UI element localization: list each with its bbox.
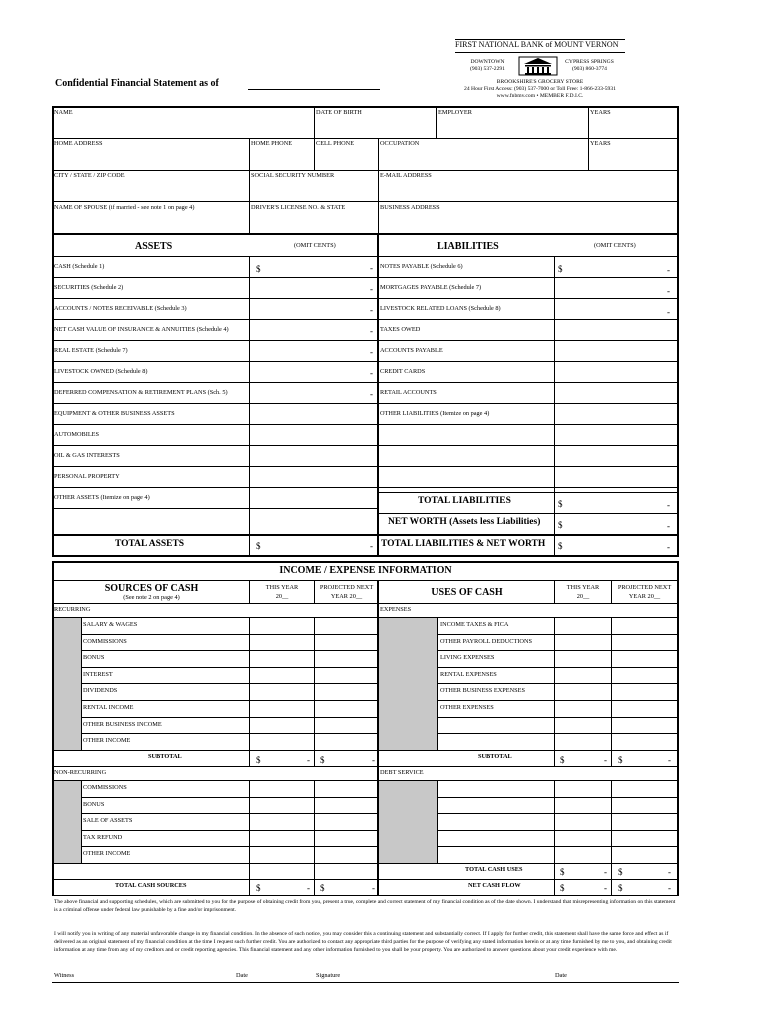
debt-row-line [437,797,678,798]
column-line [437,617,438,750]
business-address-label: BUSINESS ADDRESS [380,204,440,211]
liability-blank-line [378,487,678,488]
total-dash: - [307,883,310,893]
liabilities-omit-cents: (OMIT CENTS) [594,242,636,249]
form-title: Confidential Financial Statement as of [55,78,219,89]
liability-amount-field[interactable] [555,362,676,381]
liability-row-label: RETAIL ACCOUNTS [380,389,437,396]
asset-row-label: PERSONAL PROPERTY [54,473,120,480]
liability-amount-field[interactable] [555,404,676,423]
total-dash: - [668,883,671,893]
home-phone-label: HOME PHONE [251,140,293,147]
sources-projected-year: YEAR 20__ [330,593,363,600]
total-dollar: $ [618,867,623,877]
subtotal-dollar: $ [618,755,623,765]
expense-row-line [437,700,678,701]
expenses-label: EXPENSES [380,606,412,613]
nonrecurring-row-label: TAX REFUND [83,833,123,841]
liability-row-label: TAXES OWED [380,326,421,333]
signature-date-label: Date [555,972,567,979]
liability-blank-line [378,445,678,446]
expense-row-label: OTHER BUSINESS EXPENSES [440,687,526,695]
column-line [314,617,315,766]
signature-label: Signature [316,972,341,979]
uses-title: USES OF CASH [431,587,503,598]
recurring-row-label: RENTAL INCOME [83,704,134,711]
asset-dash: - [370,368,373,378]
branch-name: BROOKSHIRE'S GROCERY STORE [496,79,584,85]
total-lnw-dollar: $ [558,541,563,551]
asset-amount-field[interactable] [250,488,376,507]
subtotal-dollar: $ [256,755,261,765]
uses-this-year-blank: 20__ [576,593,590,600]
asset-row-label: EQUIPMENT & OTHER BUSINESS ASSETS [54,410,175,417]
expense-row-line [437,667,678,668]
expense-row-label: OTHER PAYROLL DEDUCTIONS [440,637,533,645]
liability-row-label: NOTES PAYABLE (Schedule 6) [380,263,463,270]
recurring-row-label: DIVIDENDS [83,687,118,695]
recurring-label: RECURRING [54,606,91,613]
expense-row-label: INCOME TAXES & FICA [440,621,509,628]
nonrecurring-row-label: OTHER INCOME [83,850,131,858]
asset-amount-field[interactable] [250,404,376,423]
liability-dash: - [667,286,670,296]
license-label: DRIVER'S LICENSE NO. & STATE [251,204,346,211]
net-cash-flow-label: NET CASH FLOW [468,882,521,889]
asset-amount-field[interactable] [250,362,376,381]
uses-projected: PROJECTED NEXT [617,584,672,591]
recurring-row-line [81,634,378,635]
sources-subtotal-label: SUBTOTAL [148,753,182,760]
nonrecurring-row-line [81,846,378,847]
web-line: www.fnbmv.com • MEMBER F.D.I.C. [496,93,584,99]
liability-amount-field[interactable] [555,278,676,297]
liability-row-label: OTHER LIABILITIES (Itemize on page 4) [380,410,490,417]
asset-row-label: OTHER ASSETS (Itemize on page 4) [54,494,150,501]
nonrecurring-row-line [81,830,378,831]
asset-amount-field[interactable] [250,467,376,486]
debt-service-label: DEBT SERVICE [380,769,424,776]
downtown-phone: (903) 537-2291 [470,66,505,72]
expense-row-line [437,683,678,684]
column-line [554,617,555,766]
sources-projected: PROJECTED NEXT [319,584,374,591]
assets-omit-cents: (OMIT CENTS) [294,242,336,249]
total-liab-dash: - [667,500,670,510]
total-liabilities-label: TOTAL LIABILITIES [418,496,511,506]
expense-row-line [437,634,678,635]
total-dash: - [372,883,375,893]
total-liab-dollar: $ [558,499,563,509]
subtotal-dash: - [372,755,375,765]
total-assets-label: TOTAL ASSETS [115,539,185,549]
sources-title: SOURCES OF CASH [104,583,199,594]
asset-amount-field[interactable] [250,446,376,465]
asset-row-label: LIVESTOCK OWNED (Schedule 8) [54,368,148,375]
total-dollar: $ [618,883,623,893]
expense-row-label: OTHER EXPENSES [440,704,494,711]
access-line: 24 Hour First Access: (903) 537-7000 or Toll Free: 1-866-233-5931 [464,86,616,92]
asset-row-label: SECURITIES (Schedule 2) [54,284,124,291]
recurring-row-line [81,717,378,718]
debt-row-line [437,846,678,847]
debt-row-line [437,813,678,814]
asset-row-line [52,508,378,509]
total-dollar: $ [320,883,325,893]
asset-dash: - [370,284,373,294]
downtown-label: DOWNTOWN [470,59,505,65]
nonrecurring-row-label: COMMISSIONS [83,784,127,791]
asset-row-label: AUTOMOBILES [54,431,100,438]
asset-row-label: REAL ESTATE (Schedule 7) [54,347,128,354]
expense-row-line [437,650,678,651]
statement-paragraph-1: The above financial and supporting schedules, which are submitted to you for the purpose of obtaining credit from you, present a true, complete and correct statement of my financial condition as of the date shown. I understand that misrepresenting information on this statement is a criminal offense under federal law punishable by a fine and/or imprisonment. [54,899,676,913]
witness-label: Witness [54,972,75,979]
recurring-row-label: OTHER BUSINESS INCOME [83,720,162,728]
date-line[interactable] [248,89,380,90]
total-liab-nw-label: TOTAL LIABILITIES & NET WORTH [381,539,546,549]
bank-logo [518,56,558,76]
recurring-row-label: OTHER INCOME [83,737,131,745]
asset-amount-field[interactable] [250,299,376,318]
sources-this-year-blank: 20__ [275,593,289,600]
recurring-row-label: BONUS [83,654,105,662]
asset-amount-field[interactable] [250,278,376,297]
liability-row-label: ACCOUNTS PAYABLE [380,347,443,354]
total-assets-dash: - [370,541,373,551]
asset-row-label: DEFERRED COMPENSATION & RETIREMENT PLANS (Sch. 5) [54,389,228,396]
spouse-label: NAME OF SPOUSE (if married - see note 1 on page 4) [54,204,195,211]
total-dollar: $ [256,883,261,893]
nonrecurring-row-label: SALE OF ASSETS [83,817,133,825]
recurring-row-label: INTEREST [83,670,113,678]
asset-row-label: NET CASH VALUE OF INSURANCE & ANNUITIES (Schedule 4) [54,326,229,333]
recurring-row-line [81,667,378,668]
total-cash-uses-label: TOTAL CASH USES [465,866,523,873]
nonrecurring-label: NON-RECURRING [54,769,107,776]
uses-this-year: THIS YEAR [566,584,600,591]
asset-dash: - [370,389,373,399]
debt-row-line [437,830,678,831]
expense-row-label: LIVING EXPENSES [440,654,495,662]
sources-note: (See note 2 on page 4) [123,594,180,601]
recurring-row-line [81,733,378,734]
column-line [249,617,250,766]
liability-dash: - [667,265,670,275]
recurring-row-label: SALARY & WAGES [83,621,138,628]
liability-amount-field[interactable] [555,383,676,402]
column-line [81,617,82,750]
expense-row-line [437,717,678,718]
liability-row-label: MORTGAGES PAYABLE (Schedule 7) [380,284,482,291]
recurring-row-line [81,650,378,651]
subtotal-dollar: $ [320,755,325,765]
asset-dash: - [370,263,373,273]
total-cash-sources-label: TOTAL CASH SOURCES [115,882,187,889]
home-address-label: HOME ADDRESS [54,140,103,147]
occupation-years-label: YEARS [590,140,611,147]
asset-dash: - [370,347,373,357]
assets-title: ASSETS [135,241,173,252]
liability-row-label: CREDIT CARDS [380,368,426,375]
subtotal-dash: - [604,755,607,765]
dob-label: DATE OF BIRTH [316,109,362,116]
asset-row-label: CASH (Schedule 1) [54,263,105,270]
sources-this-year: THIS YEAR [265,584,299,591]
recurring-row-label: COMMISSIONS [83,637,127,645]
liability-amount-field[interactable] [555,299,676,318]
asset-dollar: $ [256,264,261,274]
uses-projected-year: YEAR 20__ [628,593,661,600]
net-worth-label: NET WORTH (Assets less Liabilities) [388,517,541,527]
asset-amount-field[interactable] [250,383,376,402]
nonrecurring-row-line [81,813,378,814]
years-label: YEARS [590,109,611,116]
liability-dash: - [667,307,670,317]
cypress-phone: (903) 860-3774 [572,66,607,72]
nonrecurring-row-label: BONUS [83,800,105,808]
email-label: E-MAIL ADDRESS [380,172,432,179]
witness-date-label: Date [236,972,248,979]
total-dollar: $ [560,867,565,877]
net-worth-dash: - [667,521,670,531]
subtotal-dollar: $ [560,755,565,765]
total-lnw-dash: - [667,542,670,552]
liability-amount-field[interactable] [555,257,676,276]
asset-dash: - [370,326,373,336]
liability-dollar: $ [558,264,563,274]
asset-amount-field[interactable] [250,341,376,360]
ssn-label: SOCIAL SECURITY NUMBER [251,172,335,179]
asset-row-label: OIL & GAS INTERESTS [54,452,120,459]
recurring-row-line [81,700,378,701]
asset-amount-field[interactable] [250,320,376,339]
liability-amount-field[interactable] [555,341,676,360]
total-assets-dollar: $ [256,541,261,551]
city-label: CITY / STATE / ZIP CODE [54,172,125,179]
asset-row-label: ACCOUNTS / NOTES RECEIVABLE (Schedule 3) [54,305,187,312]
recurring-row-line [81,683,378,684]
income-title: INCOME / EXPENSE INFORMATION [279,565,452,576]
column-line [437,780,438,863]
total-dollar: $ [560,883,565,893]
subtotal-dash: - [307,755,310,765]
asset-amount-field[interactable] [250,425,376,444]
total-dash: - [604,867,607,877]
liability-amount-field[interactable] [555,320,676,339]
liability-blank-line [378,466,678,467]
bank-name: FIRST NATIONAL BANK of MOUNT VERNON [455,40,619,49]
cypress-label: CYPRESS SPRINGS [565,59,614,65]
asset-dash: - [370,305,373,315]
liability-row-label: LIVESTOCK RELATED LOANS (Schedule 8) [380,305,501,312]
cell-phone-label: CELL PHONE [316,140,355,147]
liabilities-title: LIABILITIES [437,241,499,252]
occupation-label: OCCUPATION [380,140,420,147]
asset-amount-field[interactable] [250,257,376,276]
total-dash: - [604,883,607,893]
uses-subtotal-label: SUBTOTAL [478,753,512,760]
liability-row-line [378,424,678,425]
subtotal-dash: - [668,755,671,765]
employer-label: EMPLOYER [438,109,472,116]
total-dash: - [668,867,671,877]
net-worth-dollar: $ [558,520,563,530]
nonrecurring-row-line [81,797,378,798]
expense-row-line [437,733,678,734]
expense-row-label: RENTAL EXPENSES [440,670,497,678]
column-line [611,617,612,766]
name-label: NAME [54,109,73,116]
statement-paragraph-2: I will notify you in writing of any material unfavorable change in my financial condition. In the absence of such notice, you may consider this a continuing statement and substantially correct. If I apply for further credit, this statement shall have the same force and effect as if delivered as an original statement of my financial condition at the time I request such further credit. You are authorized to contact any appropriate third parties for the purpose of verifying any stated information herein or at any time furnished by me to you, and obtaining credit information at any time from any of my creditors and or credit reporting agencies. This financial statement and any other information furnished to you shall be your property. You are authorized to answer questions about your credit experience with me. [54,931,672,953]
column-line [81,780,82,863]
